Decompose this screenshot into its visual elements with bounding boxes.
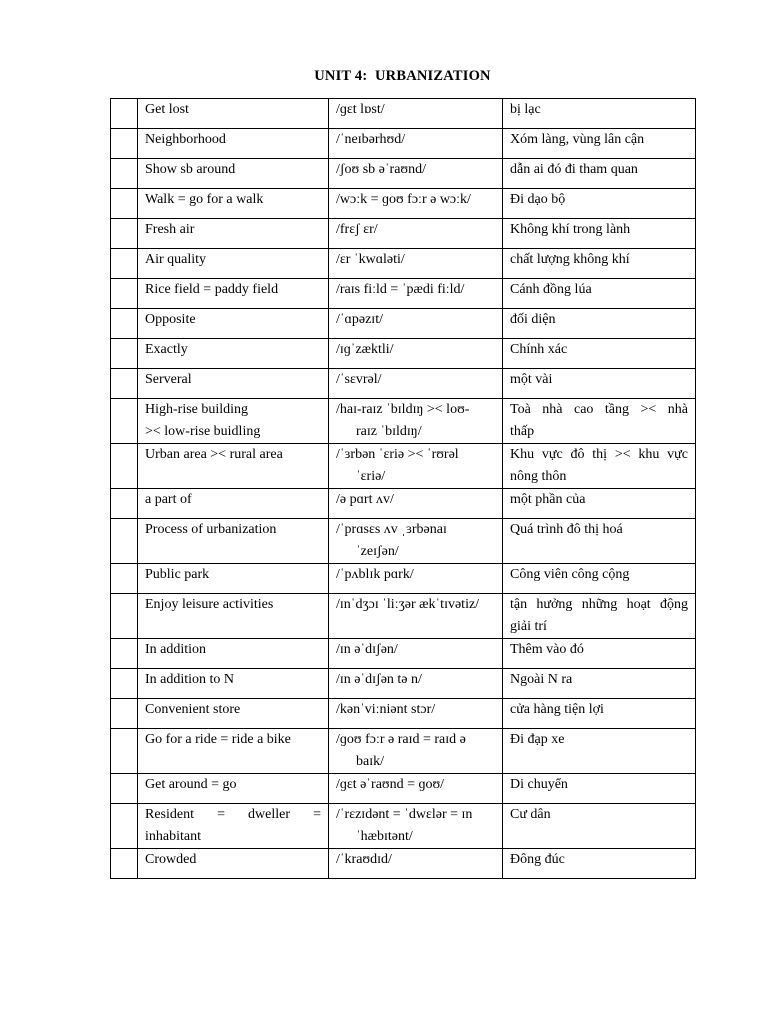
word-cell	[138, 249, 329, 279]
meaning-cell-text: dẫn ai đó đi tham quan	[510, 162, 638, 177]
word-cell-text: Show sb around	[145, 162, 236, 177]
table-row	[111, 129, 696, 159]
meaning-cell-text: nông thôn	[510, 469, 567, 484]
row-number-cell	[111, 849, 138, 879]
row-number-cell	[111, 774, 138, 804]
pronunciation-cell-text: /haɪ-raɪz ˈbɪldɪŋ >< loʊ-	[336, 402, 470, 417]
table-row	[111, 849, 696, 879]
pronunciation-cell	[329, 249, 503, 279]
meaning-cell	[503, 699, 696, 729]
pronunciation-cell-text: /ɡɛt lɒst/	[336, 102, 385, 117]
word-cell	[138, 729, 329, 774]
meaning-cell	[503, 129, 696, 159]
word-cell-text: In addition to N	[145, 672, 235, 687]
word-cell-text: Opposite	[145, 312, 196, 327]
meaning-cell	[503, 519, 696, 564]
pronunciation-cell-text: /raɪs fiːld = ˈpædi fiːld/	[336, 282, 465, 297]
pronunciation-cell-text: /ʃoʊ sb əˈraʊnd/	[336, 162, 427, 177]
meaning-cell	[503, 309, 696, 339]
word-cell-text: Process of urbanization	[145, 522, 277, 537]
meaning-cell	[503, 669, 696, 699]
meaning-cell	[503, 594, 696, 639]
word-cell	[138, 444, 329, 489]
table-row	[111, 804, 696, 849]
meaning-cell-text: Không khí trong lành	[510, 222, 631, 237]
word-cell-text: Public park	[145, 567, 210, 582]
word-cell	[138, 594, 329, 639]
pronunciation-cell-text: ˈhæbɪtənt/	[356, 829, 413, 844]
word-cell-text: In addition	[145, 642, 207, 657]
meaning-cell	[503, 279, 696, 309]
word-cell	[138, 849, 329, 879]
pronunciation-cell-text: /ɪn əˈdɪʃən tə n/	[336, 672, 422, 687]
pronunciation-cell	[329, 219, 503, 249]
meaning-cell-text: Xóm làng, vùng lân cận	[510, 132, 645, 147]
table-row	[111, 519, 696, 564]
meaning-cell	[503, 849, 696, 879]
row-number-cell	[111, 339, 138, 369]
word-cell-text: Convenient store	[145, 702, 241, 717]
pronunciation-cell-text: /frɛʃ ɛr/	[336, 222, 378, 237]
word-cell	[138, 339, 329, 369]
row-number-cell	[111, 399, 138, 444]
word-cell-text: Enjoy leisure activities	[145, 597, 274, 612]
table-row	[111, 159, 696, 189]
pronunciation-cell	[329, 444, 503, 489]
pronunciation-cell-text: /ˈɜrbən ˈɛriə >< ˈrʊrəl	[336, 447, 459, 462]
pronunciation-cell-text: /ˈpʌblɪk pɑrk/	[336, 567, 414, 582]
meaning-cell	[503, 339, 696, 369]
meaning-cell-text: Đi dạo bộ	[510, 192, 566, 207]
word-cell-text: Air quality	[145, 252, 207, 267]
row-number-cell	[111, 699, 138, 729]
word-cell-text: Get around = go	[145, 777, 237, 792]
table-row	[111, 669, 696, 699]
pronunciation-cell	[329, 489, 503, 519]
pronunciation-cell-text: /ˈneɪbərhʊd/	[336, 132, 406, 147]
pronunciation-cell	[329, 564, 503, 594]
word-cell	[138, 159, 329, 189]
row-number-cell	[111, 219, 138, 249]
word-cell-text: a part of	[145, 492, 192, 507]
word-cell	[138, 279, 329, 309]
table-row	[111, 699, 696, 729]
pronunciation-cell	[329, 399, 503, 444]
meaning-cell	[503, 639, 696, 669]
vocabulary-table-body	[111, 99, 696, 879]
meaning-cell	[503, 729, 696, 774]
word-cell	[138, 189, 329, 219]
pronunciation-cell-text: /ɪɡˈzæktli/	[336, 342, 394, 357]
vocabulary-table	[110, 98, 696, 879]
pronunciation-cell	[329, 774, 503, 804]
pronunciation-cell-text: /ɛr ˈkwɑləti/	[336, 252, 405, 267]
row-number-cell	[111, 309, 138, 339]
row-number-cell	[111, 99, 138, 129]
meaning-cell-text: tận hưởng những hoạt động	[510, 597, 688, 612]
pronunciation-cell-text: baɪk/	[356, 754, 384, 769]
row-number-cell	[111, 189, 138, 219]
row-number-cell	[111, 729, 138, 774]
row-number-cell	[111, 129, 138, 159]
table-row	[111, 774, 696, 804]
meaning-cell	[503, 159, 696, 189]
meaning-cell	[503, 99, 696, 129]
pronunciation-cell-text: /ɡɛt əˈraʊnd = ɡoʊ/	[336, 777, 445, 792]
word-cell-text: Rice field = paddy field	[145, 282, 279, 297]
pronunciation-cell	[329, 369, 503, 399]
meaning-cell-text: Cánh đồng lúa	[510, 282, 592, 297]
word-cell	[138, 564, 329, 594]
pronunciation-cell-text: /ɪnˈdʒɔɪ ˈliːʒər ækˈtɪvətiz/	[336, 597, 480, 612]
table-row	[111, 279, 696, 309]
meaning-cell-text: Cư dân	[510, 807, 551, 822]
pronunciation-cell	[329, 309, 503, 339]
meaning-cell	[503, 489, 696, 519]
table-row	[111, 489, 696, 519]
pronunciation-cell	[329, 804, 503, 849]
row-number-cell	[111, 669, 138, 699]
meaning-cell-text: một phần của	[510, 492, 586, 507]
table-row	[111, 189, 696, 219]
row-number-cell	[111, 444, 138, 489]
pronunciation-cell	[329, 699, 503, 729]
pronunciation-cell-text: /kənˈviːniənt stɔr/	[336, 702, 436, 717]
meaning-cell-text: giải trí	[510, 619, 547, 634]
meaning-cell-text: bị lạc	[510, 102, 541, 117]
meaning-cell-text: Đông đúc	[510, 852, 565, 867]
table-row	[111, 564, 696, 594]
word-cell-text: Walk = go for a walk	[145, 192, 264, 207]
word-cell-text: High-rise building	[145, 402, 249, 417]
word-cell	[138, 774, 329, 804]
meaning-cell-text: Ngoài N ra	[510, 672, 573, 687]
pronunciation-cell-text: /ˈsɛvrəl/	[336, 372, 382, 387]
meaning-cell-text: thấp	[510, 424, 535, 439]
pronunciation-cell-text: /ˈɑpəzɪt/	[336, 312, 383, 327]
row-number-cell	[111, 639, 138, 669]
table-row	[111, 249, 696, 279]
word-cell	[138, 369, 329, 399]
pronunciation-cell	[329, 729, 503, 774]
word-cell-text: Resident = dweller =	[145, 807, 321, 822]
meaning-cell-text: Đi đạp xe	[510, 732, 565, 747]
word-cell-text: Fresh air	[145, 222, 195, 237]
pronunciation-cell	[329, 594, 503, 639]
meaning-cell	[503, 804, 696, 849]
meaning-cell-text: Khu vực đô thị >< khu vực	[510, 447, 688, 462]
word-cell	[138, 219, 329, 249]
meaning-cell-text: một vài	[510, 372, 553, 387]
word-cell	[138, 399, 329, 444]
pronunciation-cell-text: raɪz ˈbɪldɪŋ/	[356, 424, 422, 439]
row-number-cell	[111, 594, 138, 639]
meaning-cell-text: Quá trình đô thị hoá	[510, 522, 623, 537]
row-number-cell	[111, 369, 138, 399]
table-row	[111, 369, 696, 399]
meaning-cell-text: chất lượng không khí	[510, 252, 630, 267]
pronunciation-cell-text: /ˈkraʊdɪd/	[336, 852, 392, 867]
word-cell-text: Get lost	[145, 102, 189, 117]
word-cell-text: inhabitant	[145, 829, 201, 844]
word-cell-text: Urban area >< rural area	[145, 447, 283, 462]
table-row	[111, 399, 696, 444]
pronunciation-cell	[329, 519, 503, 564]
pronunciation-cell-text: /ə pɑrt ʌv/	[336, 492, 394, 507]
meaning-cell	[503, 444, 696, 489]
meaning-cell-text: Công viên công cộng	[510, 567, 630, 582]
meaning-cell-text: Thêm vào đó	[510, 642, 584, 657]
pronunciation-cell	[329, 639, 503, 669]
meaning-cell	[503, 369, 696, 399]
word-cell	[138, 99, 329, 129]
row-number-cell	[111, 489, 138, 519]
row-number-cell	[111, 804, 138, 849]
word-cell-text: >< low-rise buidling	[145, 424, 261, 439]
table-row	[111, 309, 696, 339]
row-number-cell	[111, 159, 138, 189]
row-number-cell	[111, 564, 138, 594]
row-number-cell	[111, 279, 138, 309]
pronunciation-cell	[329, 129, 503, 159]
page-title: UNIT 4: URBANIZATION	[314, 68, 491, 84]
meaning-cell	[503, 189, 696, 219]
meaning-cell-text: Di chuyển	[510, 777, 568, 792]
pronunciation-cell-text: ˈzeɪʃən/	[356, 544, 399, 559]
word-cell-text: Exactly	[145, 342, 188, 357]
pronunciation-cell	[329, 189, 503, 219]
meaning-cell	[503, 249, 696, 279]
table-row	[111, 594, 696, 639]
pronunciation-cell	[329, 279, 503, 309]
word-cell	[138, 639, 329, 669]
table-row	[111, 219, 696, 249]
word-cell	[138, 804, 329, 849]
pronunciation-cell	[329, 339, 503, 369]
word-cell	[138, 519, 329, 564]
pronunciation-cell-text: /ˈrɛzɪdənt = ˈdwɛlər = ɪn	[336, 807, 473, 822]
word-cell	[138, 129, 329, 159]
word-cell-text: Crowded	[145, 852, 197, 867]
pronunciation-cell	[329, 159, 503, 189]
table-row	[111, 639, 696, 669]
table-row	[111, 729, 696, 774]
meaning-cell	[503, 564, 696, 594]
meaning-cell	[503, 399, 696, 444]
row-number-cell	[111, 249, 138, 279]
table-row	[111, 99, 696, 129]
pronunciation-cell	[329, 669, 503, 699]
pronunciation-cell-text: /ˈprɑsɛs ʌv ˌɜrbənaɪ	[336, 522, 447, 537]
row-number-cell	[111, 519, 138, 564]
meaning-cell	[503, 219, 696, 249]
meaning-cell-text: cửa hàng tiện lợi	[510, 702, 604, 717]
meaning-cell-text: Chính xác	[510, 342, 568, 357]
table-row	[111, 339, 696, 369]
pronunciation-cell-text: /ɪn əˈdɪʃən/	[336, 642, 398, 657]
pronunciation-cell-text: /wɔːk = ɡoʊ fɔːr ə wɔːk/	[336, 192, 471, 207]
word-cell	[138, 669, 329, 699]
pronunciation-cell-text: /ɡoʊ fɔːr ə raɪd = raɪd ə	[336, 732, 466, 747]
pronunciation-cell-text: ˈɛriə/	[356, 469, 386, 484]
word-cell	[138, 489, 329, 519]
meaning-cell-text: Toà nhà cao tầng >< nhà	[510, 402, 688, 417]
meaning-cell	[503, 774, 696, 804]
word-cell	[138, 699, 329, 729]
meaning-cell-text: đối diện	[510, 312, 556, 327]
word-cell	[138, 309, 329, 339]
table-row	[111, 444, 696, 489]
pronunciation-cell	[329, 849, 503, 879]
word-cell-text: Go for a ride = ride a bike	[145, 732, 291, 747]
pronunciation-cell	[329, 99, 503, 129]
word-cell-text: Serveral	[145, 372, 192, 387]
word-cell-text: Neighborhood	[145, 132, 226, 147]
